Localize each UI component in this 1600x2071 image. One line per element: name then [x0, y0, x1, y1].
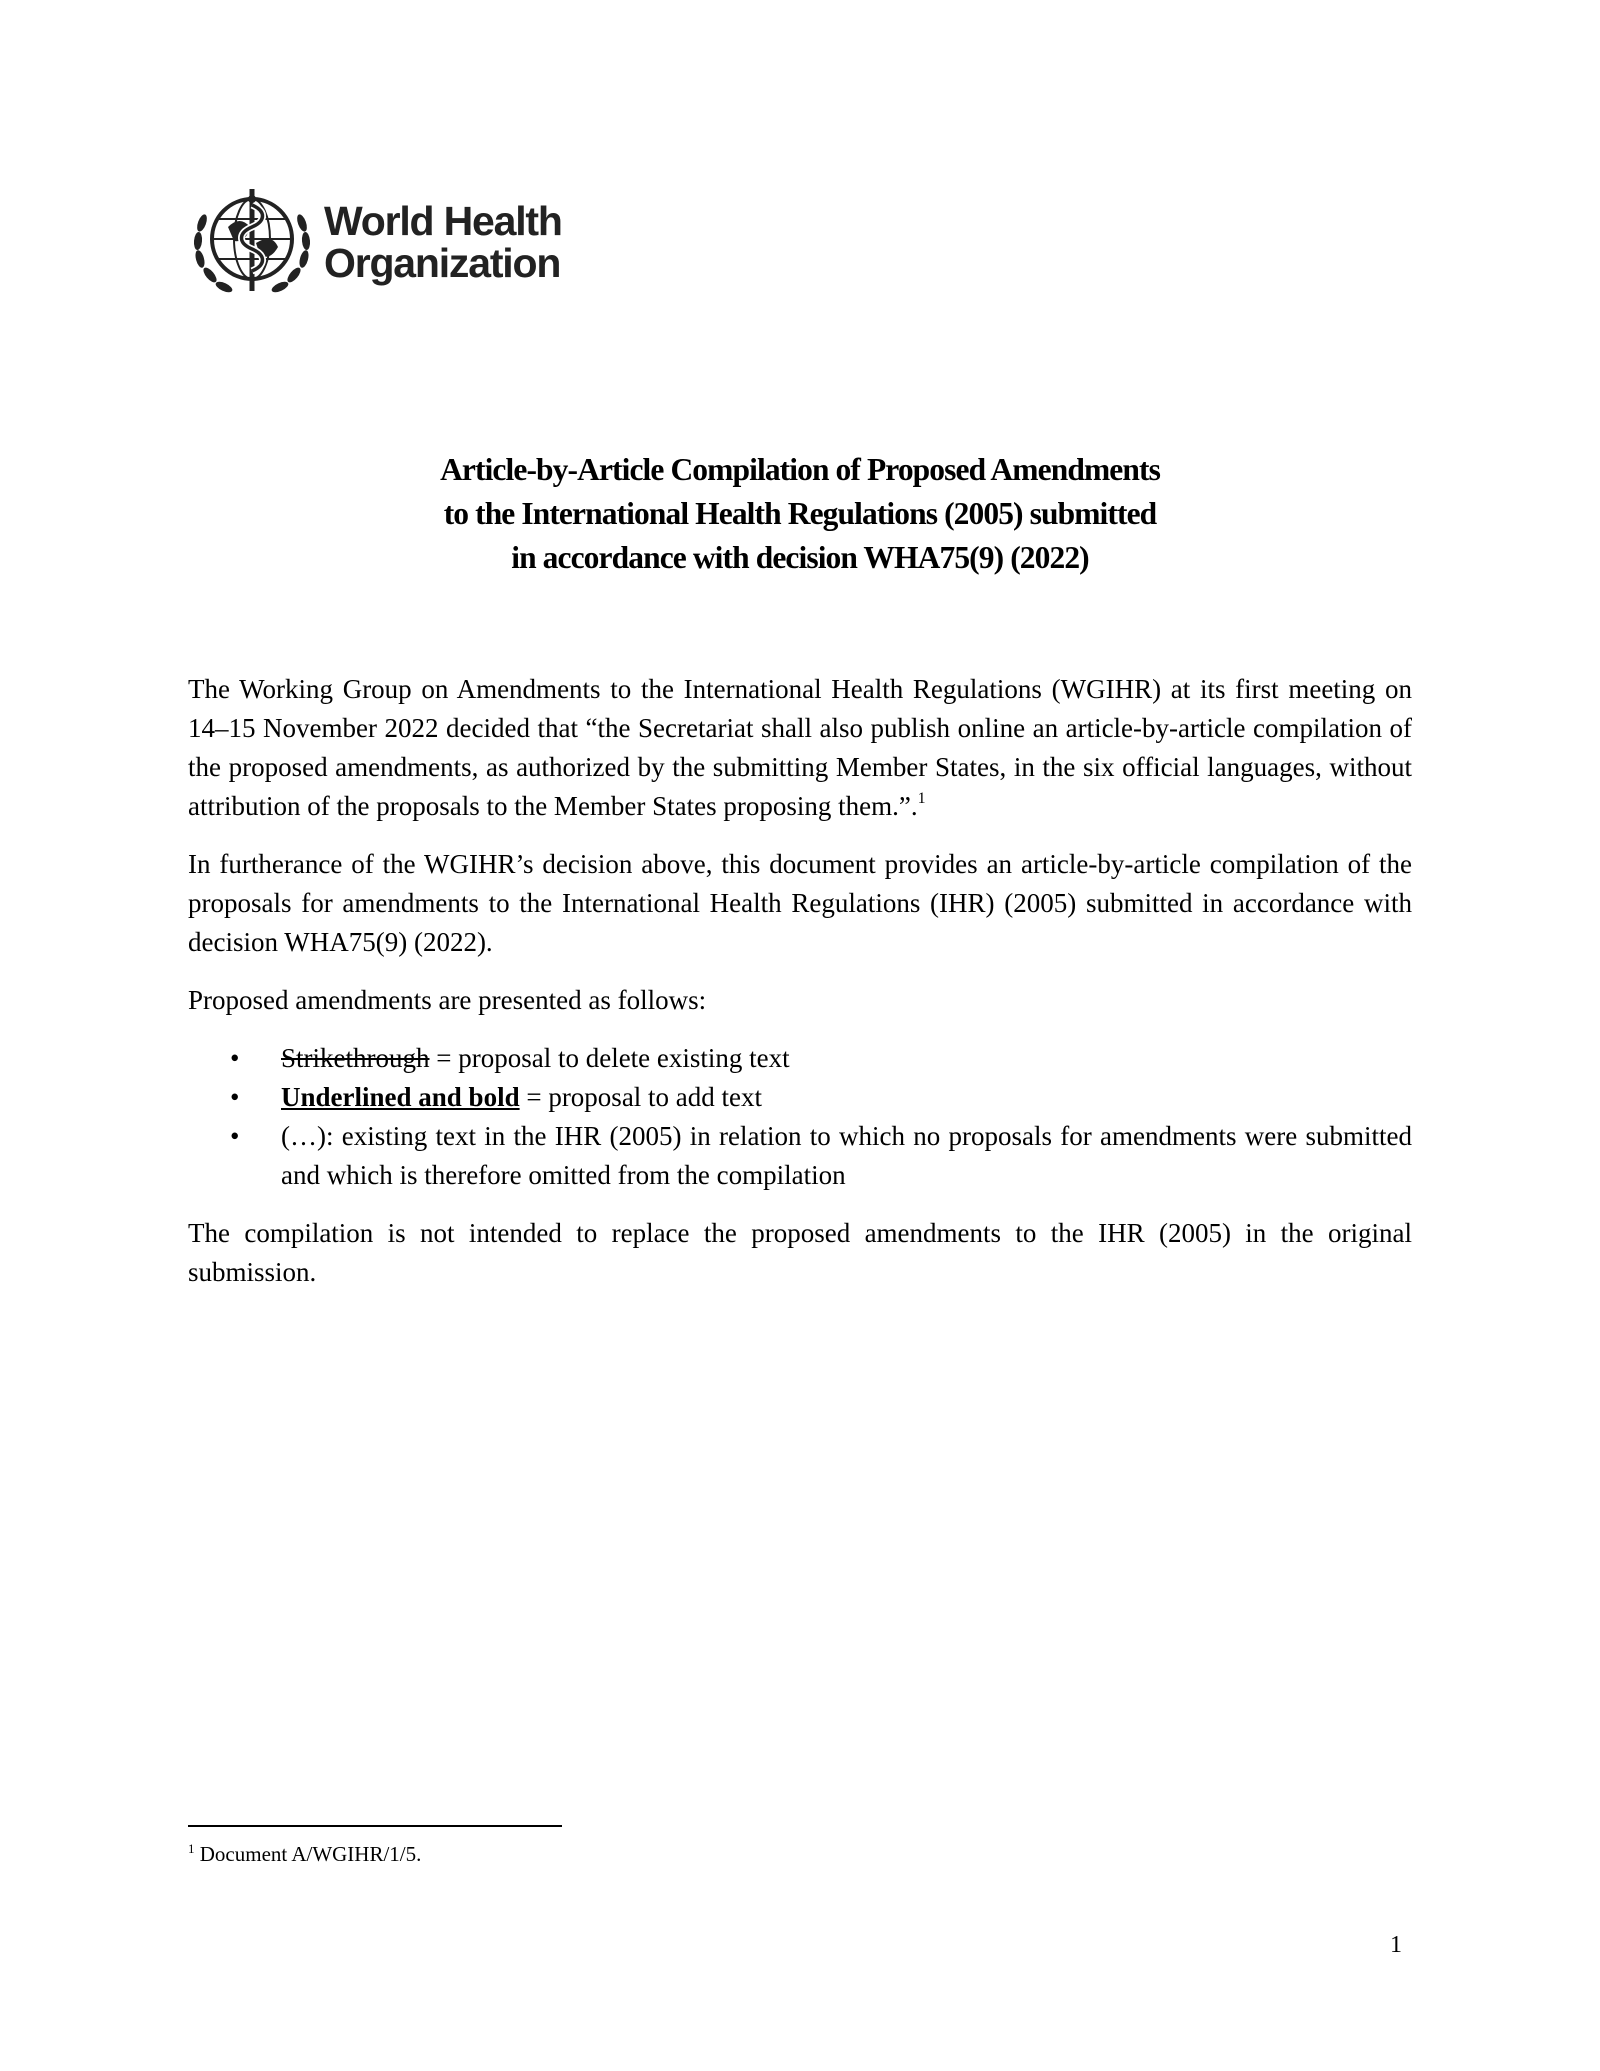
legend-key-omitted: (…)	[281, 1121, 326, 1151]
legend-key-strikethrough: Strikethrough	[281, 1043, 430, 1073]
legend-item-underlined	[188, 1078, 1412, 1117]
title-line-1: Article-by-Article Compilation of Proposed Amendments	[440, 452, 1160, 487]
title-line-3: in accordance with decision WHA75(9) (2022)	[511, 540, 1089, 575]
page-number: 1	[1390, 1932, 1402, 1958]
paragraph-presentation: Proposed amendments are presented as follows:	[188, 985, 707, 1015]
amendment-legend	[188, 1039, 1412, 1195]
paragraph-intro	[188, 670, 1412, 826]
footnote-divider	[188, 1825, 562, 1827]
footnote-text: Document A/WGIHR/1/5.	[194, 1842, 422, 1866]
logo-line-1: World Health	[324, 198, 562, 244]
paragraph-disclaimer: The compilation is not intended to replace the proposed amendments to the IHR (2005) in the original submission.	[188, 1218, 1412, 1287]
title-line-2: to the International Health Regulations (2005) submitted	[443, 496, 1157, 531]
legend-item-strikethrough	[188, 1039, 1412, 1078]
footnote-ref: 1	[917, 790, 926, 807]
bullet-icon: •	[230, 1121, 240, 1151]
who-wordmark	[324, 200, 562, 284]
paragraph-furtherance: In furtherance of the WGIHR’s decision above, this document provides an article-by-article compilation of the proposals for amendments to the International Health Regulations (IHR) (2005) submitted in accordance with decision WHA75(9) (2022).	[188, 849, 1412, 957]
who-logo	[188, 183, 562, 301]
footnote	[188, 1840, 421, 1868]
document-title	[188, 448, 1412, 580]
bullet-icon: •	[230, 1082, 240, 1112]
footnote-mark: 1	[188, 1841, 195, 1856]
legend-desc-underlined: = proposal to add text	[519, 1082, 763, 1112]
who-emblem-icon	[188, 183, 316, 301]
document-body	[188, 670, 1412, 1311]
legend-item-omitted	[188, 1117, 1412, 1195]
logo-line-2: Organization	[324, 240, 561, 286]
legend-desc-strikethrough: = proposal to delete existing text	[429, 1043, 790, 1073]
paragraph-intro-text: The Working Group on Amendments to the International Health Regulations (WGIHR) at its first meeting on 14–15 November 2022 decided that “the Secretariat shall also publish online an article-by-article compilation of the proposed amendments, as authorized by the submitting Member States, in the six official languages, without attribution of the proposals to the Member States proposing them.”.	[188, 674, 1412, 821]
legend-desc-omitted: : existing text in the IHR (2005) in relation to which no proposals for amendments were submitted and which is therefore omitted from the compilation	[281, 1121, 1412, 1190]
bullet-icon: •	[230, 1043, 240, 1073]
legend-key-underlined: Underlined and bold	[281, 1082, 520, 1112]
